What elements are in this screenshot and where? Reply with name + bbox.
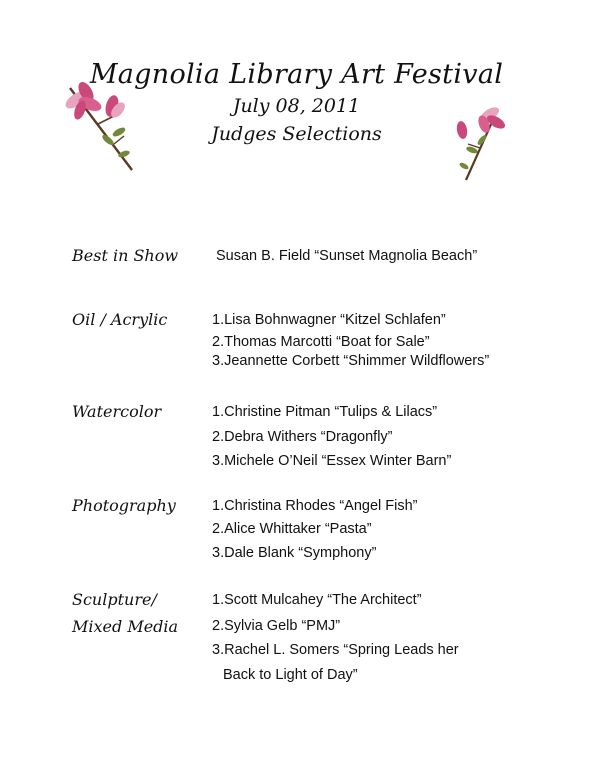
list-item: 2.Thomas Marcotti “Boat for Sale” xyxy=(212,334,430,350)
list-item: Susan B. Field “Sunset Magnolia Beach” xyxy=(216,248,478,264)
list-item: 1.Christine Pitman “Tulips & Lilacs” xyxy=(212,404,438,420)
list-item: 1.Scott Mulcahey “The Architect” xyxy=(212,592,422,608)
list-item: 1.Christina Rhodes “Angel Fish” xyxy=(212,498,418,514)
page-title: Magnolia Library Art Festival xyxy=(89,59,504,90)
page-subtitle: Judges Selections xyxy=(211,123,382,145)
list-item: 2.Sylvia Gelb “PMJ” xyxy=(212,618,341,634)
category-label: Photography xyxy=(72,496,176,515)
list-item: 1.Lisa Bohnwagner “Kitzel Schlafen” xyxy=(212,312,446,328)
category-label: Watercolor xyxy=(72,402,162,421)
header xyxy=(0,58,593,148)
list-item: 2.Debra Withers “Dragonfly” xyxy=(212,429,393,445)
category-label-line2: Mixed Media xyxy=(72,617,179,636)
list-item-continuation: Back to Light of Day” xyxy=(223,667,358,683)
list-item: 3.Dale Blank “Symphony” xyxy=(212,545,377,561)
list-item: 3.Jeannette Corbett “Shimmer Wildflowers” xyxy=(212,353,490,369)
event-date: July 08, 2011 xyxy=(232,95,361,117)
list-item: 2.Alice Whittaker “Pasta” xyxy=(212,521,372,537)
category-label: Best in Show xyxy=(72,246,179,265)
list-item: 3.Rachel L. Somers “Spring Leads her xyxy=(212,642,459,658)
category-label: Oil / Acrylic xyxy=(72,310,168,329)
list-item: 3.Michele O’Neil “Essex Winter Barn” xyxy=(212,453,452,469)
category-label-line1: Sculpture/ xyxy=(72,590,157,609)
